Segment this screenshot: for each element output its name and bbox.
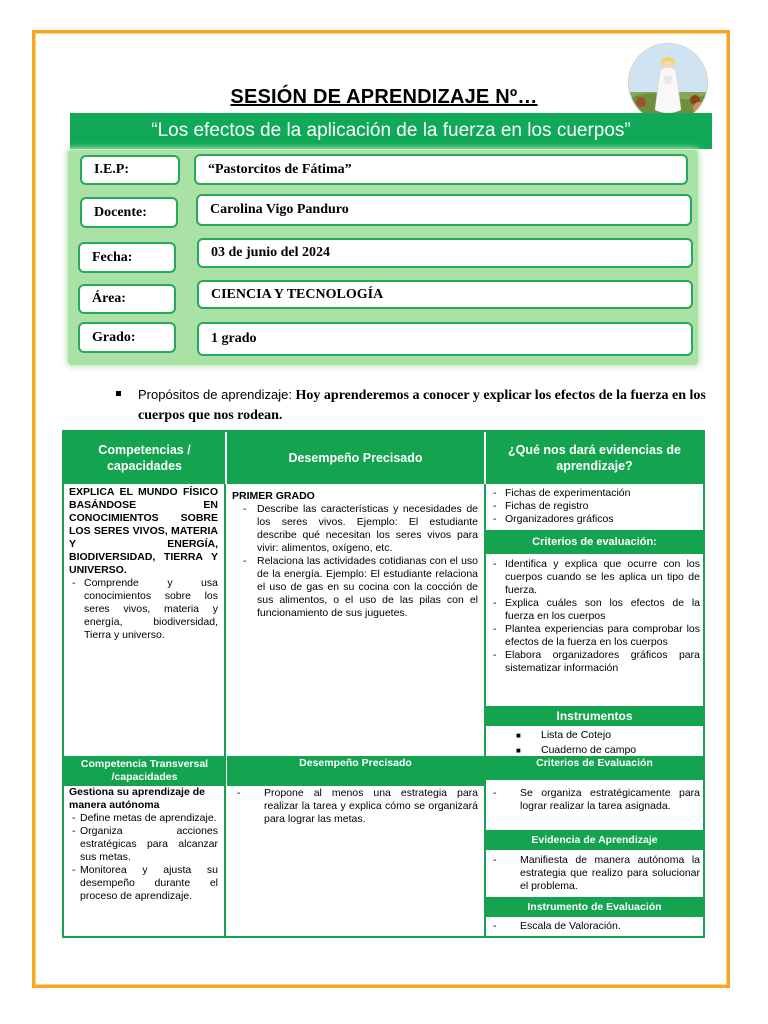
criterios-cell [490,558,700,675]
list-item: - Fichas de registro [490,500,700,513]
header-competencia-transversal: Competencia Transversal /capacidades [64,756,225,786]
instrumento-2-header: Instrumento de Evaluación [486,897,703,917]
instrumento-2-list [490,920,700,933]
transversal-title: Gestiona su aprendizaje de manera autónoma [69,786,205,811]
list-item: - Comprende y usa conocimientos sobre los seres vivos, materia y energía, biodiversidad, Tierra y universo. [69,577,218,642]
header-criterios-2: Criterios de Evaluación [486,756,703,780]
list-item: - Define metas de aprendizaje. [69,812,218,825]
iep-value: “Pastorcitos de Fátima” [194,154,688,185]
competencia-list [69,577,218,642]
docente-value: Carolina Vigo Panduro [196,194,692,226]
list-item: - Elabora organizadores gráficos para sistematizar información [490,649,700,675]
column-divider [224,484,226,936]
competencia-title: EXPLICA EL MUNDO FÍSICO BASÁNDOSE EN CONOCIMIENTOS SOBRE LOS SERES VIVOS, MATERIA Y ENERGÍA, BIODIVERSIDAD, TIERRA Y UNIVERSO. [69,486,218,576]
criterios-2-list [490,787,700,813]
list-item: - Identifica y explica que ocurre con los cuerpos cuando se les aplica un tipo de fuerza. [490,558,700,597]
criterios-2-cell [490,787,700,813]
fecha-label: Fecha: [78,242,176,273]
list-item: - Se organiza estratégicamente para lograr realizar la tarea asignada. [490,787,700,813]
iep-label: I.E.P: [80,155,180,185]
desempeno-cell [232,490,478,620]
list-item: ■ Cuaderno de campo [486,743,703,758]
area-value: CIENCIA Y TECNOLOGÍA [197,280,693,309]
instrumentos-list [486,728,703,758]
header-evidencias: ¿Qué nos dará evidencias de aprendizaje? [486,432,703,484]
list-item: ■ Lista de Cotejo [486,728,703,743]
page-title: SESIÓN DE APRENDIZAJE Nº… [230,86,538,108]
purpose-text: Hoy aprenderemos a conocer y explicar los efectos de la fuerza en los cuerpos que nos rodean. [138,388,706,423]
desempeno-2-cell [234,787,478,826]
instrumento-2-cell [490,920,700,933]
session-subtitle: “Los efectos de la aplicación de la fuerza en los cuerpos” [70,113,712,149]
transversal-cell [69,786,218,903]
list-item: - Plantea experiencias para comprobar los efectos de la fuerza en los cuerpos [490,623,700,649]
criterios-header: Criterios de evaluación: [486,530,703,554]
docente-label: Docente: [80,197,178,228]
evidencia-2-cell [490,854,700,893]
criterios-list [490,558,700,675]
grade-label: PRIMER GRADO [232,490,315,502]
learning-purpose [116,385,716,425]
list-item: - Escala de Valoración. [490,920,700,933]
grado-value: 1 grado [197,322,693,356]
purpose-label: Propósitos de aprendizaje: [138,387,296,402]
list-item: - Fichas de experimentación [490,487,700,500]
list-item: - Relaciona las actividades cotidianas con el uso de la energía. Ejemplo: El estudiante relaciona el uso de gas en su cocina con la cocción de sus alimentos, o el uso de las pilas con el funcionamiento de sus juguetes. [240,555,478,620]
fecha-value: 03 de junio del 2024 [197,238,693,268]
list-item: - Describe las características y necesidades de los seres vivos. Ejemplo: El estudiante describe qué necesitan los seres vivos para vivir: alimentos, oxígeno, etc. [240,503,478,555]
bullet-icon [116,391,121,396]
list-item: - Manifiesta de manera autónoma la estrategia que realizo para solucionar el problema. [490,854,700,893]
desempeno-2-list [234,787,478,826]
virgin-of-fatima-image [628,43,708,123]
evidencia-2-list [490,854,700,893]
grado-label: Grado: [78,322,176,353]
transversal-list [69,812,218,903]
list-item: - Explica cuáles son los efectos de la fuerza en los cuerpos [490,597,700,623]
list-item: - Propone al menos una estrategia para realizar la tarea y explica cómo se organizará para lograr las metas. [234,787,478,826]
instrumentos-cell [486,728,703,758]
area-label: Área: [78,284,176,314]
competencia-cell [69,486,218,642]
header-desempeno: Desempeño Precisado [227,432,484,484]
list-item: - Organizadores gráficos [490,513,700,526]
instrumentos-header: Instrumentos [486,706,703,726]
list-item: - Monitorea y ajusta su desempeño durante el proceso de aprendizaje. [69,864,218,903]
list-item: - Organiza acciones estratégicas para alcanzar sus metas. [69,825,218,864]
evidencias-list [490,487,700,526]
header-desempeno-2: Desempeño Precisado [227,756,484,786]
header-competencias: Competencias / capacidades [64,432,225,484]
competencies-table [62,430,705,938]
evidencias-cell [490,487,700,526]
evidencia-2-header: Evidencia de Aprendizaje [486,830,703,850]
desempeno-list [240,503,478,620]
